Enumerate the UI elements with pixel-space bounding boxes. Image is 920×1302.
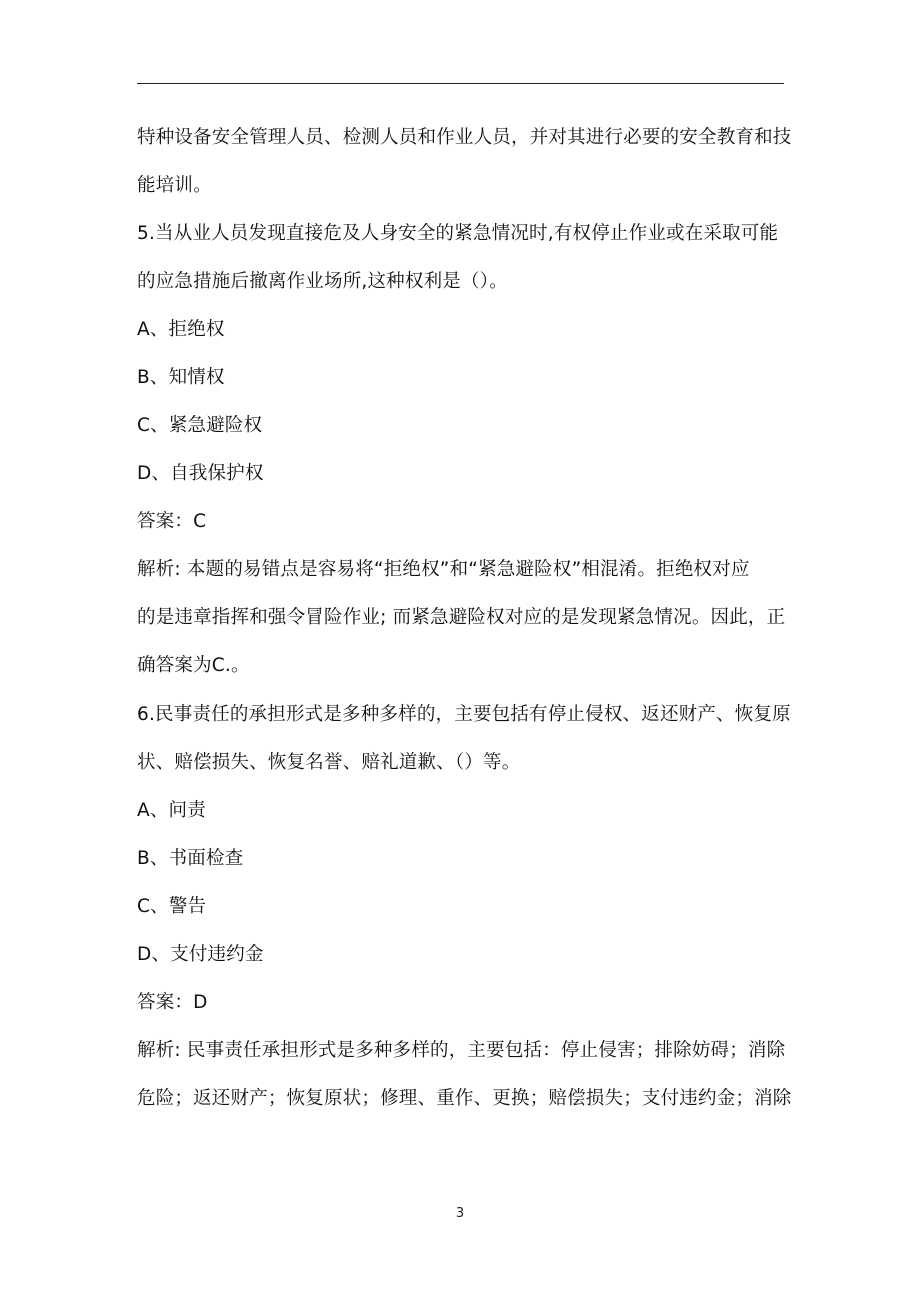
option-a: A、拒绝权	[137, 319, 225, 340]
option-b: B、书面检查	[137, 848, 244, 869]
header-rule	[137, 83, 784, 84]
answer-line: 答案：C	[137, 511, 207, 532]
option-b: B、知情权	[137, 367, 225, 388]
answer-line: 答案：D	[137, 992, 208, 1013]
question-6-line: 6.民事责任的承担形式是多种多样的，主要包括有停止侵权、返还财产、恢复原	[137, 704, 791, 725]
page-number: 3	[455, 1206, 465, 1221]
explanation-line: 的是违章指挥和强令冒险作业; 而紧急避险权对应的是发现紧急情况。因此，正	[137, 607, 786, 628]
option-d: D、支付违约金	[137, 944, 264, 965]
explanation-line: 解析: 本题的易错点是容易将“拒绝权”和“紧急避险权”相混淆。拒绝权对应	[137, 559, 750, 580]
paragraph-line: 能培训。	[137, 175, 212, 196]
option-c: C、紧急避险权	[137, 415, 263, 436]
paragraph-line: 特种设备安全管理人员、检测人员和作业人员，并对其进行必要的安全教育和技	[137, 127, 792, 148]
question-5-line: 5.当从业人员发现直接危及人身安全的紧急情况时,有权停止作业或在采取可能	[137, 223, 779, 244]
explanation-line: 确答案为C.。	[137, 655, 250, 676]
option-d: D、自我保护权	[137, 463, 264, 484]
option-c: C、警告	[137, 896, 207, 917]
explanation-line: 危险；返还财产；恢复原状；修理、重作、更换；赔偿损失；支付违约金；消除	[137, 1088, 792, 1109]
option-a: A、问责	[137, 800, 206, 821]
question-6-line: 状、赔偿损失、恢复名誉、赔礼道歉、（）等。	[137, 752, 521, 773]
explanation-line: 解析: 民事责任承担形式是多种多样的，主要包括：停止侵害；排除妨碍；消除	[137, 1040, 786, 1061]
question-5-line: 的应急措施后撤离作业场所,这种权利是（）。	[137, 271, 508, 292]
